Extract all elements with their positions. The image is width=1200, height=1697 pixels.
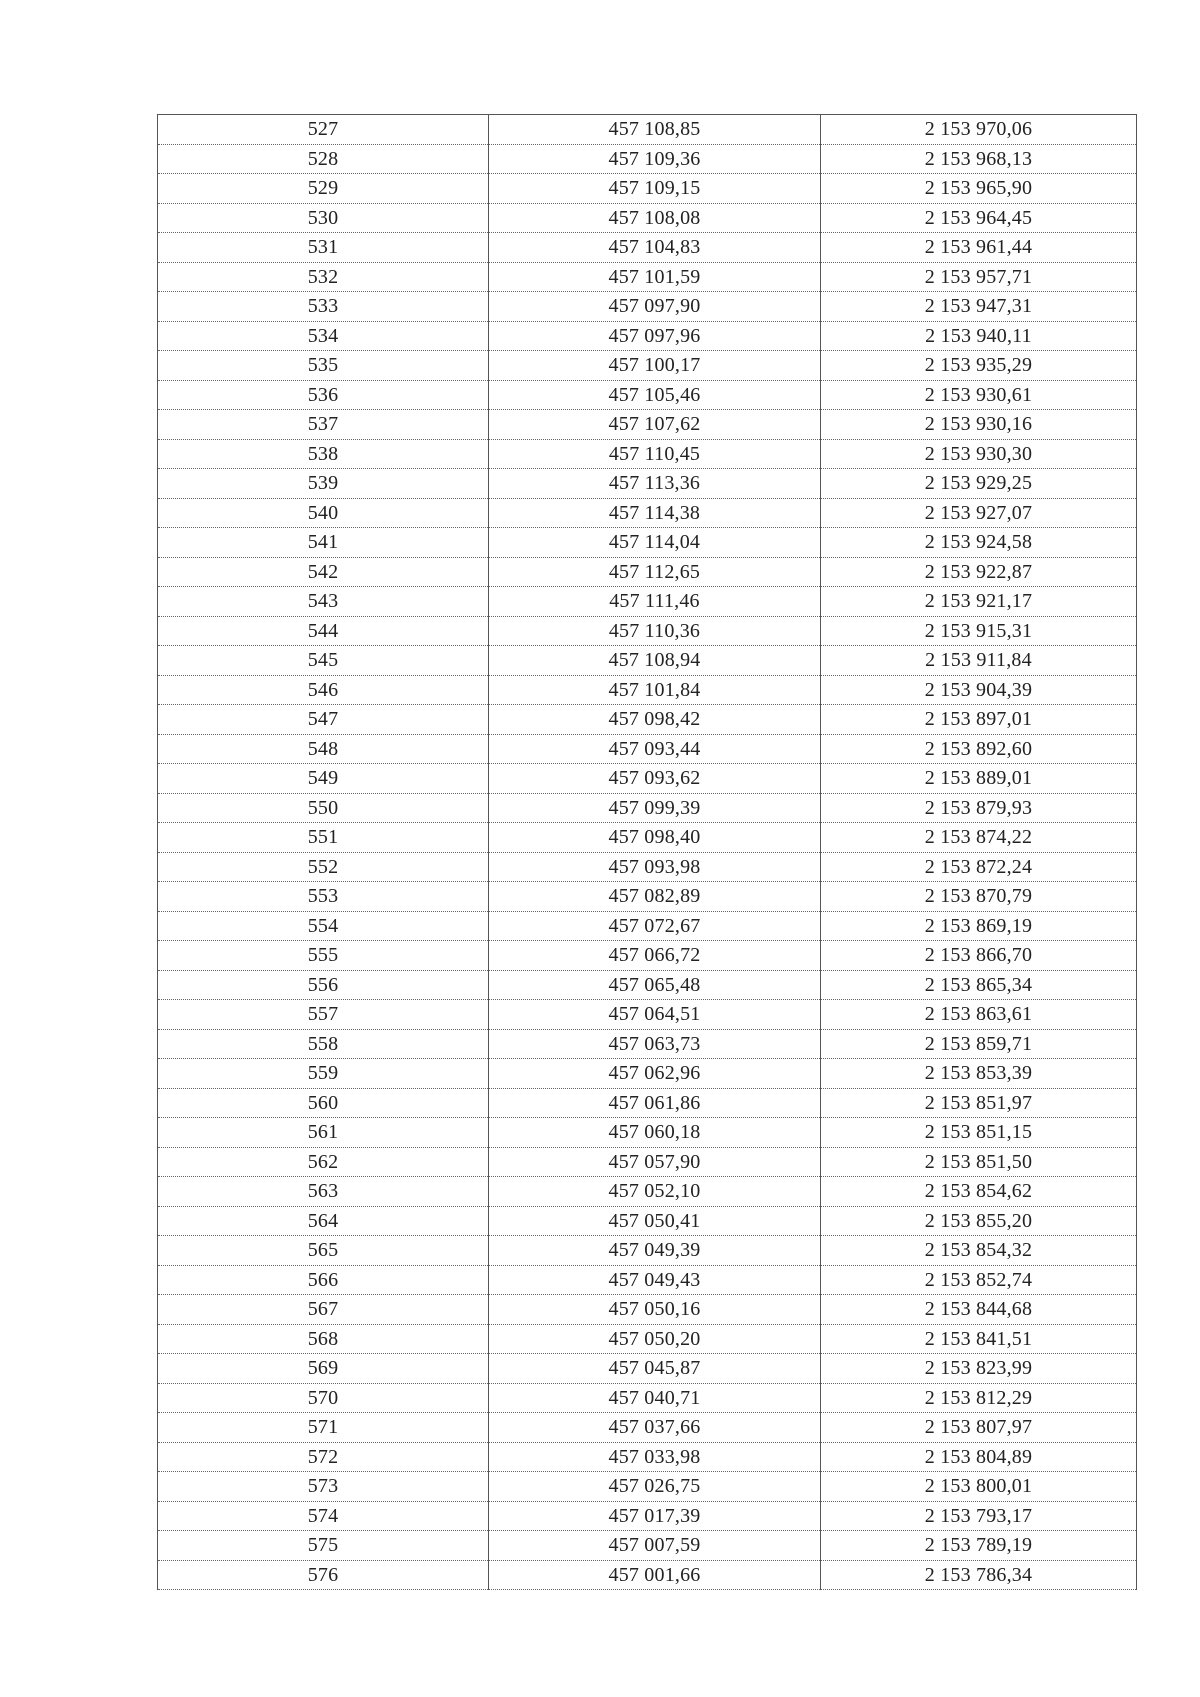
table-row: [158, 1029, 1137, 1059]
point-number-cell: 564: [158, 1206, 489, 1236]
point-number-cell: 566: [158, 1265, 489, 1295]
point-number-cell: 563: [158, 1177, 489, 1207]
table-row: [158, 1413, 1137, 1443]
point-number-cell: 569: [158, 1354, 489, 1384]
x-coordinate-cell: 457 101,59: [489, 262, 821, 292]
coordinates-table-body: [158, 115, 1137, 1590]
y-coordinate-cell: 2 153 874,22: [821, 823, 1137, 853]
table-row: [158, 203, 1137, 233]
table-row: [158, 1472, 1137, 1502]
point-number-cell: 548: [158, 734, 489, 764]
point-number-cell: 542: [158, 557, 489, 587]
y-coordinate-cell: 2 153 879,93: [821, 793, 1137, 823]
x-coordinate-cell: 457 060,18: [489, 1118, 821, 1148]
x-coordinate-cell: 457 114,38: [489, 498, 821, 528]
table-row: [158, 557, 1137, 587]
x-coordinate-cell: 457 108,94: [489, 646, 821, 676]
x-coordinate-cell: 457 063,73: [489, 1029, 821, 1059]
y-coordinate-cell: 2 153 851,15: [821, 1118, 1137, 1148]
x-coordinate-cell: 457 057,90: [489, 1147, 821, 1177]
x-coordinate-cell: 457 065,48: [489, 970, 821, 1000]
coordinates-table: [157, 114, 1137, 1590]
point-number-cell: 549: [158, 764, 489, 794]
y-coordinate-cell: 2 153 865,34: [821, 970, 1137, 1000]
y-coordinate-cell: 2 153 863,61: [821, 1000, 1137, 1030]
table-row: [158, 262, 1137, 292]
table-row: [158, 1000, 1137, 1030]
table-row: [158, 970, 1137, 1000]
y-coordinate-cell: 2 153 964,45: [821, 203, 1137, 233]
table-row: [158, 321, 1137, 351]
point-number-cell: 554: [158, 911, 489, 941]
table-row: [158, 1295, 1137, 1325]
y-coordinate-cell: 2 153 789,19: [821, 1531, 1137, 1561]
x-coordinate-cell: 457 001,66: [489, 1560, 821, 1590]
y-coordinate-cell: 2 153 970,06: [821, 115, 1137, 145]
point-number-cell: 538: [158, 439, 489, 469]
table-row: [158, 1560, 1137, 1590]
table-row: [158, 646, 1137, 676]
point-number-cell: 543: [158, 587, 489, 617]
point-number-cell: 567: [158, 1295, 489, 1325]
x-coordinate-cell: 457 050,41: [489, 1206, 821, 1236]
y-coordinate-cell: 2 153 897,01: [821, 705, 1137, 735]
x-coordinate-cell: 457 064,51: [489, 1000, 821, 1030]
y-coordinate-cell: 2 153 968,13: [821, 144, 1137, 174]
table-row: [158, 115, 1137, 145]
y-coordinate-cell: 2 153 940,11: [821, 321, 1137, 351]
y-coordinate-cell: 2 153 800,01: [821, 1472, 1137, 1502]
point-number-cell: 562: [158, 1147, 489, 1177]
y-coordinate-cell: 2 153 844,68: [821, 1295, 1137, 1325]
point-number-cell: 541: [158, 528, 489, 558]
y-coordinate-cell: 2 153 927,07: [821, 498, 1137, 528]
y-coordinate-cell: 2 153 786,34: [821, 1560, 1137, 1590]
x-coordinate-cell: 457 108,85: [489, 115, 821, 145]
point-number-cell: 557: [158, 1000, 489, 1030]
y-coordinate-cell: 2 153 851,50: [821, 1147, 1137, 1177]
x-coordinate-cell: 457 098,40: [489, 823, 821, 853]
table-row: [158, 174, 1137, 204]
point-number-cell: 570: [158, 1383, 489, 1413]
point-number-cell: 550: [158, 793, 489, 823]
table-row: [158, 1088, 1137, 1118]
x-coordinate-cell: 457 112,65: [489, 557, 821, 587]
point-number-cell: 536: [158, 380, 489, 410]
point-number-cell: 529: [158, 174, 489, 204]
y-coordinate-cell: 2 153 869,19: [821, 911, 1137, 941]
y-coordinate-cell: 2 153 807,97: [821, 1413, 1137, 1443]
x-coordinate-cell: 457 066,72: [489, 941, 821, 971]
y-coordinate-cell: 2 153 804,89: [821, 1442, 1137, 1472]
table-row: [158, 587, 1137, 617]
point-number-cell: 532: [158, 262, 489, 292]
y-coordinate-cell: 2 153 823,99: [821, 1354, 1137, 1384]
table-row: [158, 1236, 1137, 1266]
x-coordinate-cell: 457 037,66: [489, 1413, 821, 1443]
table-row: [158, 1206, 1137, 1236]
x-coordinate-cell: 457 049,43: [489, 1265, 821, 1295]
y-coordinate-cell: 2 153 921,17: [821, 587, 1137, 617]
x-coordinate-cell: 457 050,20: [489, 1324, 821, 1354]
point-number-cell: 576: [158, 1560, 489, 1590]
y-coordinate-cell: 2 153 930,16: [821, 410, 1137, 440]
x-coordinate-cell: 457 111,46: [489, 587, 821, 617]
table-row: [158, 852, 1137, 882]
y-coordinate-cell: 2 153 935,29: [821, 351, 1137, 381]
x-coordinate-cell: 457 104,83: [489, 233, 821, 263]
x-coordinate-cell: 457 026,75: [489, 1472, 821, 1502]
y-coordinate-cell: 2 153 859,71: [821, 1029, 1137, 1059]
table-row: [158, 1118, 1137, 1148]
table-row: [158, 882, 1137, 912]
table-row: [158, 528, 1137, 558]
x-coordinate-cell: 457 114,04: [489, 528, 821, 558]
point-number-cell: 568: [158, 1324, 489, 1354]
y-coordinate-cell: 2 153 929,25: [821, 469, 1137, 499]
y-coordinate-cell: 2 153 841,51: [821, 1324, 1137, 1354]
table-row: [158, 439, 1137, 469]
x-coordinate-cell: 457 109,15: [489, 174, 821, 204]
point-number-cell: 540: [158, 498, 489, 528]
point-number-cell: 571: [158, 1413, 489, 1443]
x-coordinate-cell: 457 097,90: [489, 292, 821, 322]
y-coordinate-cell: 2 153 854,32: [821, 1236, 1137, 1266]
point-number-cell: 558: [158, 1029, 489, 1059]
table-row: [158, 675, 1137, 705]
x-coordinate-cell: 457 101,84: [489, 675, 821, 705]
x-coordinate-cell: 457 105,46: [489, 380, 821, 410]
x-coordinate-cell: 457 108,08: [489, 203, 821, 233]
point-number-cell: 572: [158, 1442, 489, 1472]
x-coordinate-cell: 457 110,45: [489, 439, 821, 469]
point-number-cell: 537: [158, 410, 489, 440]
table-row: [158, 1383, 1137, 1413]
x-coordinate-cell: 457 098,42: [489, 705, 821, 735]
x-coordinate-cell: 457 052,10: [489, 1177, 821, 1207]
y-coordinate-cell: 2 153 924,58: [821, 528, 1137, 558]
point-number-cell: 528: [158, 144, 489, 174]
y-coordinate-cell: 2 153 872,24: [821, 852, 1137, 882]
point-number-cell: 559: [158, 1059, 489, 1089]
table-row: [158, 1059, 1137, 1089]
point-number-cell: 531: [158, 233, 489, 263]
x-coordinate-cell: 457 040,71: [489, 1383, 821, 1413]
point-number-cell: 556: [158, 970, 489, 1000]
point-number-cell: 555: [158, 941, 489, 971]
table-row: [158, 144, 1137, 174]
y-coordinate-cell: 2 153 965,90: [821, 174, 1137, 204]
y-coordinate-cell: 2 153 930,61: [821, 380, 1137, 410]
y-coordinate-cell: 2 153 855,20: [821, 1206, 1137, 1236]
table-row: [158, 233, 1137, 263]
x-coordinate-cell: 457 110,36: [489, 616, 821, 646]
table-row: [158, 1265, 1137, 1295]
table-row: [158, 764, 1137, 794]
y-coordinate-cell: 2 153 961,44: [821, 233, 1137, 263]
point-number-cell: 534: [158, 321, 489, 351]
y-coordinate-cell: 2 153 851,97: [821, 1088, 1137, 1118]
point-number-cell: 574: [158, 1501, 489, 1531]
y-coordinate-cell: 2 153 854,62: [821, 1177, 1137, 1207]
x-coordinate-cell: 457 082,89: [489, 882, 821, 912]
table-row: [158, 911, 1137, 941]
table-row: [158, 498, 1137, 528]
table-row: [158, 616, 1137, 646]
x-coordinate-cell: 457 113,36: [489, 469, 821, 499]
point-number-cell: 546: [158, 675, 489, 705]
point-number-cell: 560: [158, 1088, 489, 1118]
y-coordinate-cell: 2 153 922,87: [821, 557, 1137, 587]
y-coordinate-cell: 2 153 793,17: [821, 1501, 1137, 1531]
point-number-cell: 552: [158, 852, 489, 882]
table-row: [158, 1324, 1137, 1354]
x-coordinate-cell: 457 017,39: [489, 1501, 821, 1531]
table-row: [158, 1354, 1137, 1384]
point-number-cell: 573: [158, 1472, 489, 1502]
point-number-cell: 575: [158, 1531, 489, 1561]
table-row: [158, 1531, 1137, 1561]
y-coordinate-cell: 2 153 892,60: [821, 734, 1137, 764]
table-row: [158, 380, 1137, 410]
y-coordinate-cell: 2 153 947,31: [821, 292, 1137, 322]
x-coordinate-cell: 457 107,62: [489, 410, 821, 440]
table-row: [158, 351, 1137, 381]
x-coordinate-cell: 457 007,59: [489, 1531, 821, 1561]
y-coordinate-cell: 2 153 866,70: [821, 941, 1137, 971]
x-coordinate-cell: 457 093,62: [489, 764, 821, 794]
y-coordinate-cell: 2 153 889,01: [821, 764, 1137, 794]
y-coordinate-cell: 2 153 812,29: [821, 1383, 1137, 1413]
x-coordinate-cell: 457 033,98: [489, 1442, 821, 1472]
table-row: [158, 292, 1137, 322]
point-number-cell: 535: [158, 351, 489, 381]
x-coordinate-cell: 457 061,86: [489, 1088, 821, 1118]
point-number-cell: 539: [158, 469, 489, 499]
x-coordinate-cell: 457 072,67: [489, 911, 821, 941]
table-row: [158, 705, 1137, 735]
point-number-cell: 551: [158, 823, 489, 853]
table-row: [158, 1501, 1137, 1531]
table-row: [158, 941, 1137, 971]
table-row: [158, 823, 1137, 853]
x-coordinate-cell: 457 100,17: [489, 351, 821, 381]
x-coordinate-cell: 457 050,16: [489, 1295, 821, 1325]
table-row: [158, 1147, 1137, 1177]
x-coordinate-cell: 457 097,96: [489, 321, 821, 351]
point-number-cell: 561: [158, 1118, 489, 1148]
y-coordinate-cell: 2 153 853,39: [821, 1059, 1137, 1089]
point-number-cell: 545: [158, 646, 489, 676]
y-coordinate-cell: 2 153 852,74: [821, 1265, 1137, 1295]
y-coordinate-cell: 2 153 957,71: [821, 262, 1137, 292]
point-number-cell: 553: [158, 882, 489, 912]
table-row: [158, 734, 1137, 764]
x-coordinate-cell: 457 109,36: [489, 144, 821, 174]
y-coordinate-cell: 2 153 915,31: [821, 616, 1137, 646]
table-row: [158, 469, 1137, 499]
point-number-cell: 547: [158, 705, 489, 735]
x-coordinate-cell: 457 049,39: [489, 1236, 821, 1266]
x-coordinate-cell: 457 062,96: [489, 1059, 821, 1089]
x-coordinate-cell: 457 045,87: [489, 1354, 821, 1384]
table-row: [158, 793, 1137, 823]
table-row: [158, 1442, 1137, 1472]
table-row: [158, 410, 1137, 440]
y-coordinate-cell: 2 153 930,30: [821, 439, 1137, 469]
x-coordinate-cell: 457 093,44: [489, 734, 821, 764]
point-number-cell: 527: [158, 115, 489, 145]
point-number-cell: 565: [158, 1236, 489, 1266]
x-coordinate-cell: 457 093,98: [489, 852, 821, 882]
point-number-cell: 544: [158, 616, 489, 646]
table-row: [158, 1177, 1137, 1207]
y-coordinate-cell: 2 153 870,79: [821, 882, 1137, 912]
y-coordinate-cell: 2 153 904,39: [821, 675, 1137, 705]
point-number-cell: 530: [158, 203, 489, 233]
point-number-cell: 533: [158, 292, 489, 322]
x-coordinate-cell: 457 099,39: [489, 793, 821, 823]
y-coordinate-cell: 2 153 911,84: [821, 646, 1137, 676]
